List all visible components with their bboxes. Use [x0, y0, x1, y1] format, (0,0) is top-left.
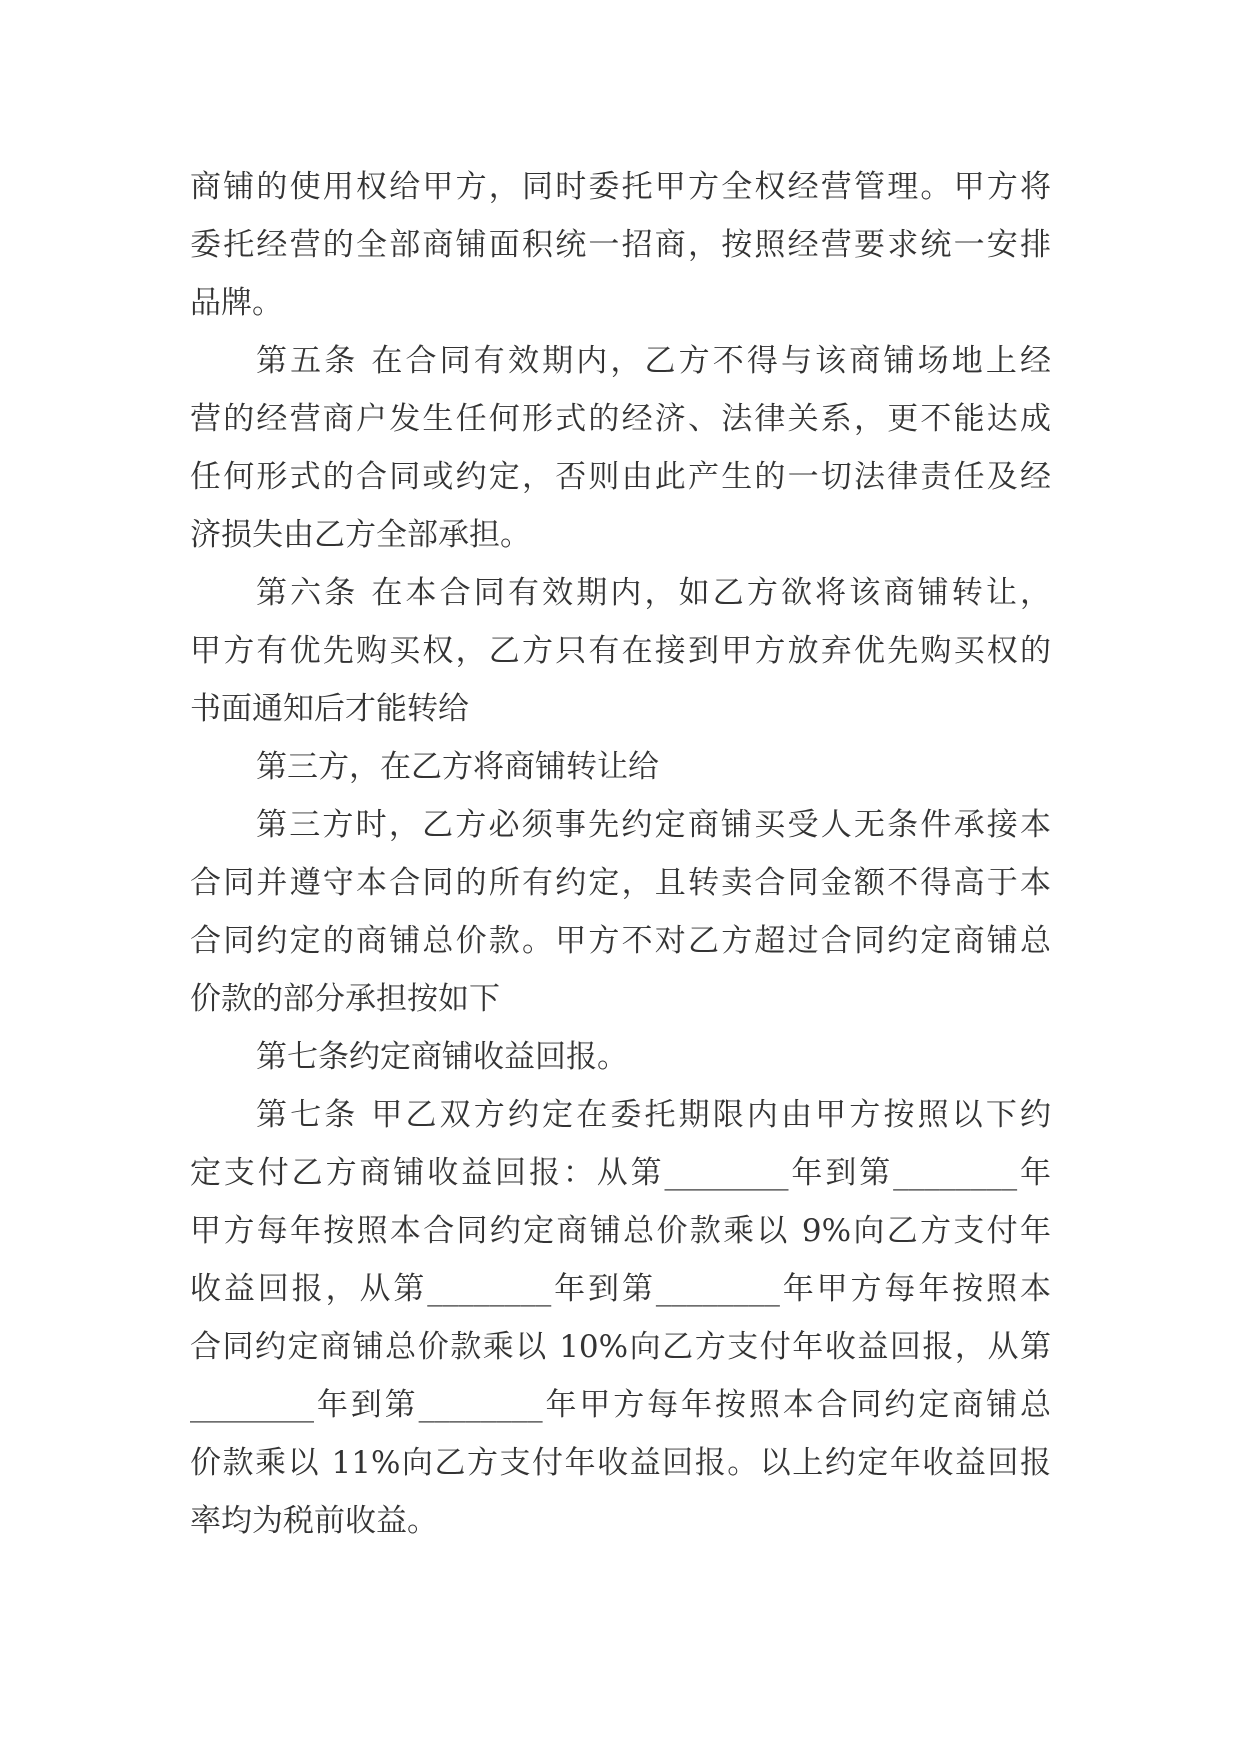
- paragraph-line: 济损失由乙方全部承担。: [190, 517, 531, 553]
- paragraph-line: 营的经营商户发生任何形式的经济、法律关系，更不能达成: [190, 401, 1051, 437]
- paragraph-line: 商铺的使用权给甲方，同时委托甲方全权经营管理。甲方将: [190, 169, 1051, 205]
- paragraph-line: 合同约定的商铺总价款。甲方不对乙方超过合同约定商铺总: [190, 923, 1051, 959]
- paragraph-line: 书面通知后才能转给: [190, 691, 469, 727]
- article-6-heading-line: 第六条 在本合同有效期内，如乙方欲将该商铺转让，: [256, 575, 1051, 611]
- paragraph-line: 收益回报，从第________年到第________年甲方每年按照本: [190, 1271, 1051, 1307]
- paragraph-line: 定支付乙方商铺收益回报：从第________年到第________年: [190, 1155, 1051, 1191]
- paragraph-line: 任何形式的合同或约定，否则由此产生的一切法律责任及经: [190, 459, 1051, 495]
- article-7-heading-line: 第七条 甲乙双方约定在委托期限内由甲方按照以下约: [256, 1097, 1051, 1133]
- paragraph-line: 第三方，在乙方将商铺转让给: [256, 749, 659, 785]
- article-5-heading-line: 第五条 在合同有效期内，乙方不得与该商铺场地上经: [256, 343, 1051, 379]
- paragraph-line: 价款乘以 11%向乙方支付年收益回报。以上约定年收益回报: [190, 1445, 1051, 1481]
- paragraph-line: 品牌。: [190, 285, 283, 321]
- paragraph-line: 委托经营的全部商铺面积统一招商，按照经营要求统一安排: [190, 227, 1051, 263]
- paragraph-line: 价款的部分承担按如下: [190, 981, 500, 1017]
- paragraph-line: 甲方每年按照本合同约定商铺总价款乘以 9%向乙方支付年: [190, 1213, 1051, 1249]
- paragraph-line: 率均为税前收益。: [190, 1503, 438, 1539]
- article-7-title-line: 第七条约定商铺收益回报。: [256, 1039, 628, 1075]
- paragraph-line: 合同并遵守本合同的所有约定，且转卖合同金额不得高于本: [190, 865, 1051, 901]
- paragraph-line: 第三方时，乙方必须事先约定商铺买受人无条件承接本: [256, 807, 1051, 843]
- paragraph-line: ________年到第________年甲方每年按照本合同约定商铺总: [190, 1387, 1051, 1423]
- paragraph-line: 合同约定商铺总价款乘以 10%向乙方支付年收益回报，从第: [190, 1329, 1051, 1365]
- paragraph-line: 甲方有优先购买权，乙方只有在接到甲方放弃优先购买权的: [190, 633, 1051, 669]
